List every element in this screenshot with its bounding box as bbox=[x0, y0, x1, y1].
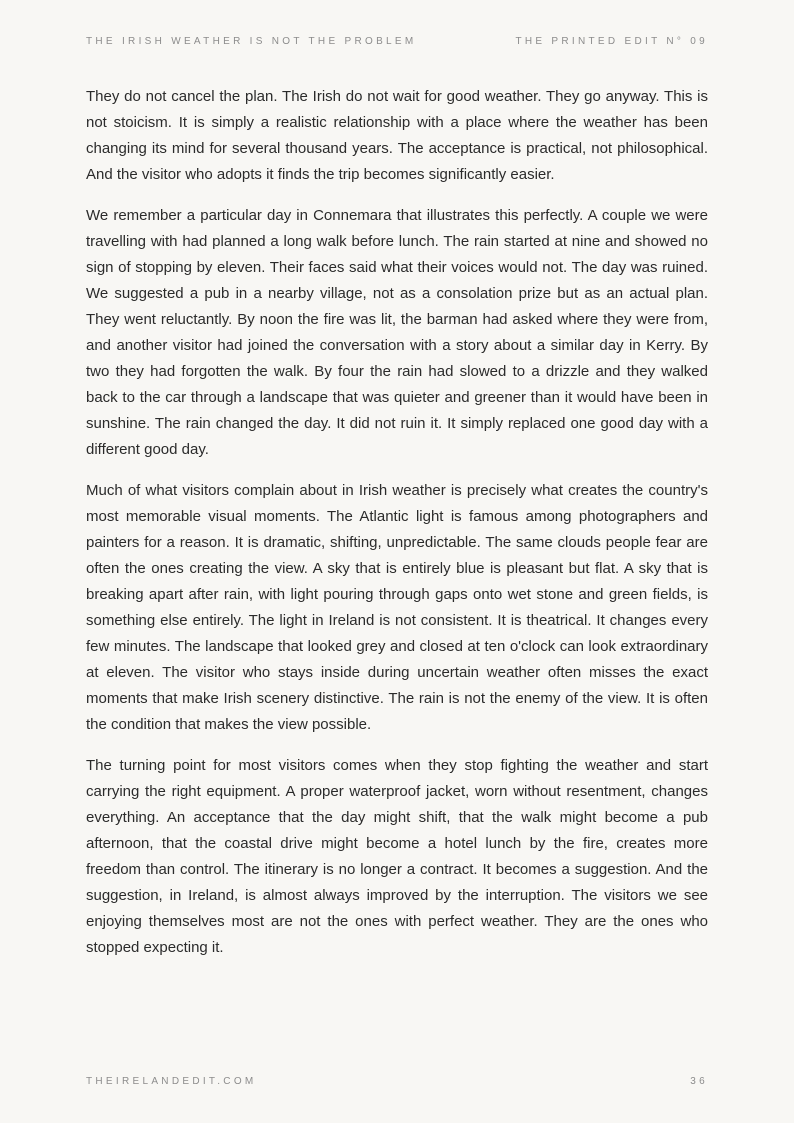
running-header bbox=[86, 36, 708, 47]
website-url: THEIRELANDEDIT.COM bbox=[86, 1076, 257, 1087]
paragraph: They do not cancel the plan. The Irish do not wait for good weather. They go anyway. This is not stoicism. It is simply a realistic relationship with a place where the weather has been changing its mind for several thousand years. The acceptance is practical, not philosophical. And the visitor who adopts it finds the trip becomes significantly easier. bbox=[86, 88, 708, 183]
page-number: 36 bbox=[690, 1076, 708, 1087]
paragraph: Much of what visitors complain about in Irish weather is precisely what creates the country's most memorable visual moments. The Atlantic light is famous among photographers and painters for a reason. It is dramatic, shifting, unpredictable. The same clouds people fear are often the ones creating the view. A sky that is entirely blue is pleasant but flat. A sky that is breaking apart after rain, with light pouring through gaps onto wet stone and green fields, is something else entirely. The light in Ireland is not consistent. It is theatrical. It changes every few minutes. The landscape that looked grey and closed at ten o'clock can look extraordinary at eleven. The visitor who stays inside during uncertain weather often misses the exact moments that make Irish scenery distinctive. The rain is not the enemy of the view. It is often the condition that makes the view possible. bbox=[86, 482, 708, 733]
chapter-title: THE IRISH WEATHER IS NOT THE PROBLEM bbox=[86, 36, 417, 47]
article-body bbox=[86, 84, 708, 976]
paragraph: The turning point for most visitors comes when they stop fighting the weather and start carrying the right equipment. A proper waterproof jacket, worn without resentment, changes everything. An acceptance that the day might shift, that the walk might become a pub afternoon, that the coastal drive might become a hotel lunch by the fire, creates more freedom than control. The itinerary is no longer a contract. It becomes a suggestion. And the suggestion, in Ireland, is almost always improved by the interruption. The visitors we see enjoying themselves most are not the ones with perfect weather. They are the ones who stopped expecting it. bbox=[86, 757, 708, 956]
publication-edition: THE PRINTED EDIT N° 09 bbox=[515, 36, 708, 47]
running-footer bbox=[86, 1076, 708, 1087]
paragraph: We remember a particular day in Connemara that illustrates this perfectly. A couple we were travelling with had planned a long walk before lunch. The rain started at nine and showed no sign of stopping by eleven. Their faces said what their voices would not. The day was ruined. We suggested a pub in a nearby village, not as a consolation prize but as an actual plan. They went reluctantly. By noon the fire was lit, the barman had asked where they were from, and another visitor had joined the conversation with a story about a similar day in Kerry. By two they had forgotten the walk. By four the rain had slowed to a drizzle and they walked back to the car through a landscape that was quieter and greener than it would have been in sunshine. The rain changed the day. It did not ruin it. It simply replaced one good day with a different good day. bbox=[86, 207, 708, 458]
